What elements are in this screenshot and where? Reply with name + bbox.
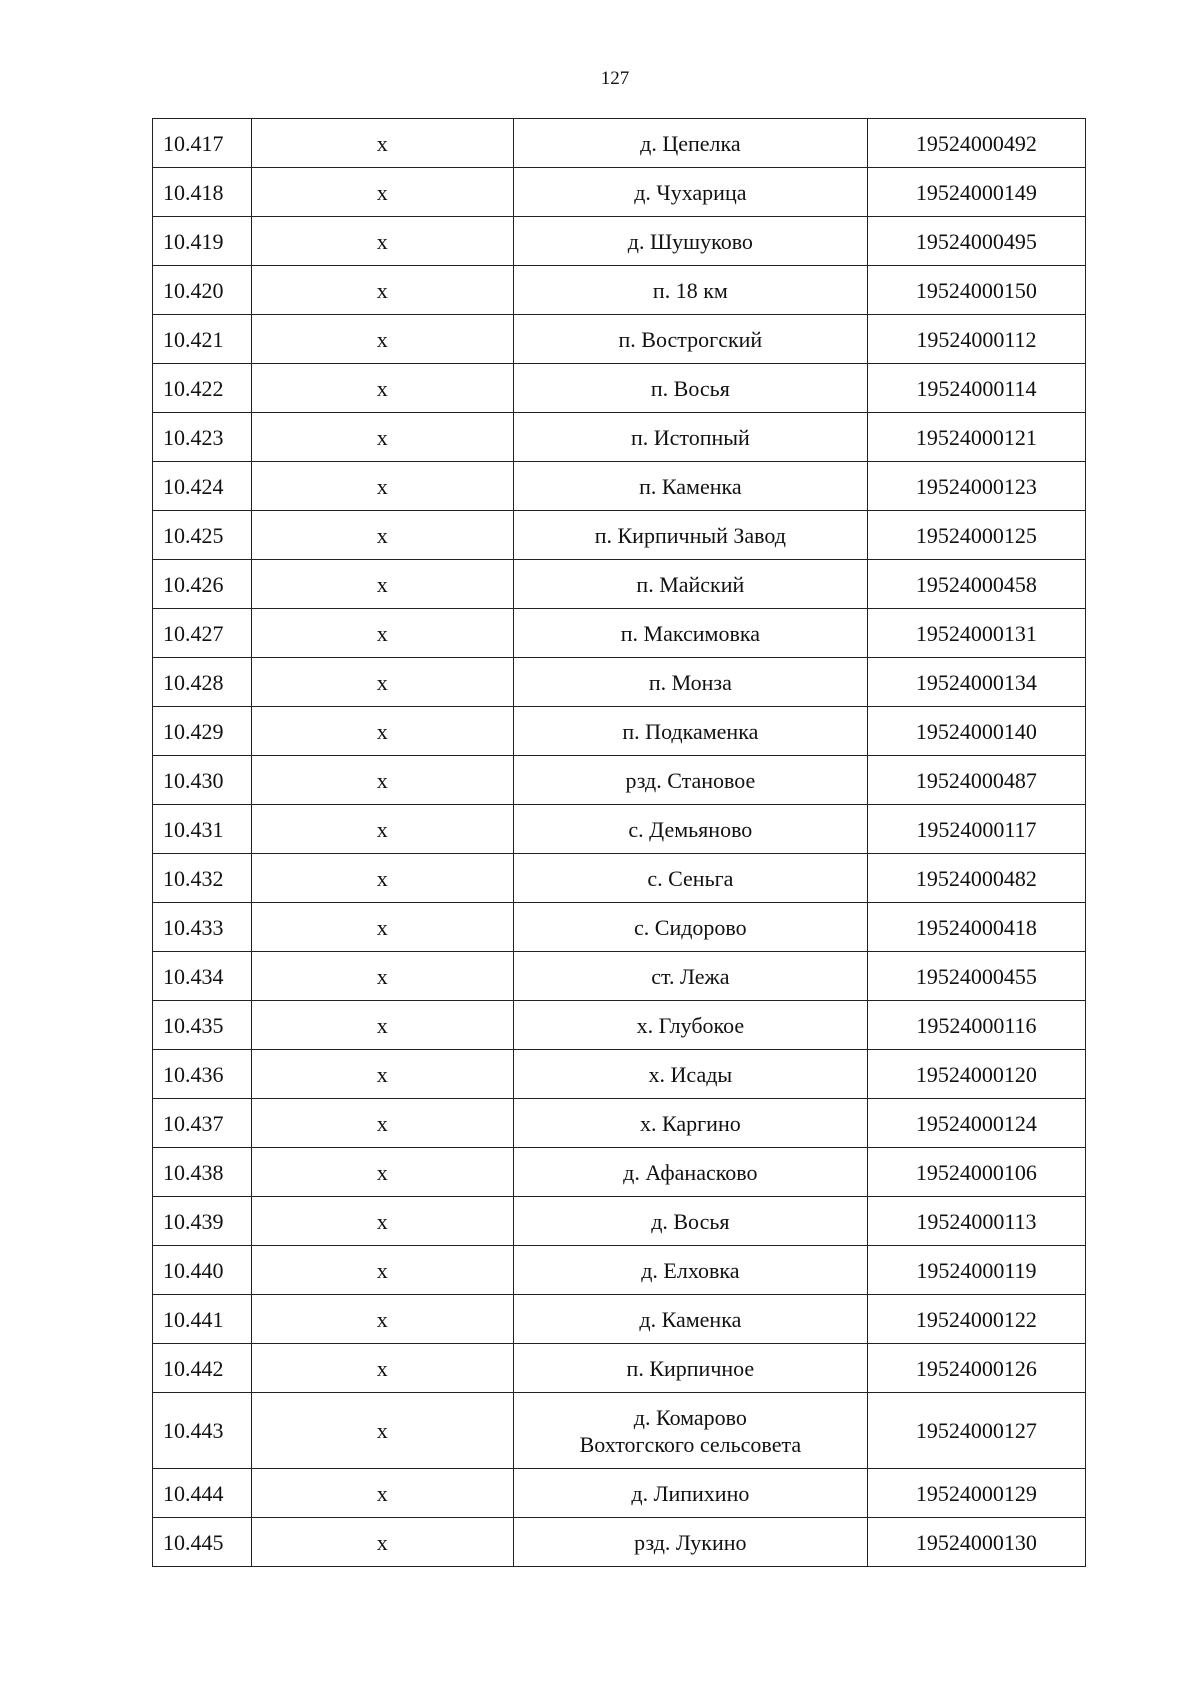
oktmo-code-cell: 19524000418 <box>867 903 1085 952</box>
settlement-name-cell <box>513 952 867 1001</box>
settlement-name-cell <box>513 1469 867 1518</box>
settlement-name-cell <box>513 1295 867 1344</box>
table-row <box>153 1099 1086 1148</box>
row-number-cell: 10.437 <box>153 1099 252 1148</box>
oktmo-code-cell: 19524000129 <box>867 1469 1085 1518</box>
row-number-cell: 10.436 <box>153 1050 252 1099</box>
oktmo-code-cell: 19524000121 <box>867 413 1085 462</box>
settlement-name-line: п. Кирпичный Завод <box>594 522 786 548</box>
settlement-name-line: п. Майский <box>636 571 745 597</box>
table-row <box>153 1050 1086 1099</box>
mark-cell: х <box>251 266 513 315</box>
mark-cell: х <box>251 1469 513 1518</box>
settlement-name-line: х. Глубокое <box>636 1012 745 1038</box>
settlement-name-line: рзд. Лукино <box>634 1529 747 1555</box>
row-number-cell: 10.429 <box>153 707 252 756</box>
mark-cell: х <box>251 364 513 413</box>
mark-cell: х <box>251 707 513 756</box>
settlement-name-cell <box>513 217 867 266</box>
table-row <box>153 756 1086 805</box>
mark-cell: х <box>251 119 513 168</box>
oktmo-code-cell: 19524000455 <box>867 952 1085 1001</box>
row-number-cell: 10.422 <box>153 364 252 413</box>
row-number-cell: 10.431 <box>153 805 252 854</box>
row-number-cell: 10.441 <box>153 1295 252 1344</box>
settlement-name-line: п. Кирпичное <box>626 1355 755 1381</box>
settlement-name-line: д. Восья <box>651 1208 730 1234</box>
settlement-name-cell <box>513 1518 867 1567</box>
settlement-name-line: д. Чухарица <box>634 179 747 205</box>
oktmo-code-cell: 19524000130 <box>867 1518 1085 1567</box>
mark-cell: х <box>251 1246 513 1295</box>
settlement-name-cell <box>513 609 867 658</box>
row-number-cell: 10.417 <box>153 119 252 168</box>
row-number-cell: 10.428 <box>153 658 252 707</box>
settlement-name-line: д. Шушуково <box>627 228 753 254</box>
mark-cell: х <box>251 560 513 609</box>
mark-cell: х <box>251 1295 513 1344</box>
row-number-cell: 10.425 <box>153 511 252 560</box>
table-row <box>153 168 1086 217</box>
oktmo-code-cell: 19524000140 <box>867 707 1085 756</box>
mark-cell: х <box>251 1344 513 1393</box>
row-number-cell: 10.435 <box>153 1001 252 1050</box>
settlement-name-cell <box>513 1148 867 1197</box>
oktmo-code-cell: 19524000113 <box>867 1197 1085 1246</box>
table-row <box>153 1001 1086 1050</box>
mark-cell: х <box>251 903 513 952</box>
oktmo-code-cell: 19524000119 <box>867 1246 1085 1295</box>
row-number-cell: 10.439 <box>153 1197 252 1246</box>
settlement-name-line: Вохтогского сельсовета <box>579 1431 802 1457</box>
settlement-name-line: д. Каменка <box>639 1306 742 1332</box>
settlement-name-cell <box>513 413 867 462</box>
oktmo-code-cell: 19524000134 <box>867 658 1085 707</box>
mark-cell: х <box>251 217 513 266</box>
settlement-name-line: п. Монза <box>648 669 732 695</box>
mark-cell: х <box>251 315 513 364</box>
row-number-cell: 10.433 <box>153 903 252 952</box>
oktmo-code-cell: 19524000458 <box>867 560 1085 609</box>
settlement-name-cell <box>513 1344 867 1393</box>
settlement-name-cell <box>513 1001 867 1050</box>
oktmo-code-cell: 19524000112 <box>867 315 1085 364</box>
table-row <box>153 413 1086 462</box>
settlement-name-cell <box>513 854 867 903</box>
oktmo-code-cell: 19524000124 <box>867 1099 1085 1148</box>
page-number: 127 <box>600 68 630 89</box>
mark-cell: х <box>251 1001 513 1050</box>
oktmo-code-cell: 19524000149 <box>867 168 1085 217</box>
oktmo-code-cell: 19524000482 <box>867 854 1085 903</box>
table-row <box>153 1246 1086 1295</box>
settlement-name-cell <box>513 168 867 217</box>
table-row <box>153 1295 1086 1344</box>
row-number-cell: 10.434 <box>153 952 252 1001</box>
mark-cell: х <box>251 1393 513 1469</box>
oktmo-code-cell: 19524000150 <box>867 266 1085 315</box>
settlement-name-line: п. Истопный <box>630 424 750 450</box>
settlement-name-cell <box>513 364 867 413</box>
settlement-name-line: с. Сеньга <box>647 865 734 891</box>
row-number-cell: 10.424 <box>153 462 252 511</box>
settlement-name-cell <box>513 315 867 364</box>
row-number-cell: 10.426 <box>153 560 252 609</box>
mark-cell: х <box>251 952 513 1001</box>
oktmo-code-cell: 19524000120 <box>867 1050 1085 1099</box>
table-row <box>153 658 1086 707</box>
settlement-name-cell <box>513 903 867 952</box>
row-number-cell: 10.438 <box>153 1148 252 1197</box>
mark-cell: х <box>251 462 513 511</box>
row-number-cell: 10.427 <box>153 609 252 658</box>
settlement-name-line: п. Подкаменка <box>622 718 759 744</box>
table-row <box>153 854 1086 903</box>
mark-cell: х <box>251 658 513 707</box>
oktmo-code-cell: 19524000117 <box>867 805 1085 854</box>
table-body <box>153 119 1086 1567</box>
row-number-cell: 10.418 <box>153 168 252 217</box>
settlement-name-cell <box>513 1050 867 1099</box>
settlement-name-cell <box>513 560 867 609</box>
table-row <box>153 952 1086 1001</box>
table-row <box>153 903 1086 952</box>
table-row <box>153 707 1086 756</box>
mark-cell: х <box>251 168 513 217</box>
table-row <box>153 119 1086 168</box>
table-row <box>153 805 1086 854</box>
settlement-name-line: рзд. Становое <box>625 767 756 793</box>
table-row <box>153 364 1086 413</box>
mark-cell: х <box>251 756 513 805</box>
settlement-name-line: п. Восья <box>650 375 730 401</box>
settlement-name-line: х. Каргино <box>640 1110 741 1136</box>
table-row <box>153 511 1086 560</box>
mark-cell: х <box>251 1148 513 1197</box>
table-row <box>153 266 1086 315</box>
settlement-name-line: х. Исады <box>648 1061 733 1087</box>
oktmo-code-cell: 19524000126 <box>867 1344 1085 1393</box>
table-row <box>153 315 1086 364</box>
settlement-name-cell <box>513 266 867 315</box>
table-row <box>153 1197 1086 1246</box>
settlement-name-line: п. Максимовка <box>620 620 760 646</box>
table-row <box>153 1469 1086 1518</box>
settlement-name-line: д. Липихино <box>631 1480 750 1506</box>
table-row <box>153 1344 1086 1393</box>
settlements-table <box>152 118 1086 1567</box>
row-number-cell: 10.421 <box>153 315 252 364</box>
oktmo-code-cell: 19524000495 <box>867 217 1085 266</box>
oktmo-code-cell: 19524000127 <box>867 1393 1085 1469</box>
settlement-name-cell <box>513 707 867 756</box>
settlement-name-cell <box>513 1393 867 1469</box>
row-number-cell: 10.445 <box>153 1518 252 1567</box>
table-row <box>153 1148 1086 1197</box>
mark-cell: х <box>251 1050 513 1099</box>
settlement-name-line: п. Каменка <box>639 473 742 499</box>
oktmo-code-cell: 19524000131 <box>867 609 1085 658</box>
oktmo-code-cell: 19524000487 <box>867 756 1085 805</box>
settlement-name-line: д. Афанасково <box>623 1159 758 1185</box>
oktmo-code-cell: 19524000492 <box>867 119 1085 168</box>
settlement-name-cell <box>513 1099 867 1148</box>
settlement-name-line: д. Комарово <box>633 1404 747 1430</box>
oktmo-code-cell: 19524000106 <box>867 1148 1085 1197</box>
mark-cell: х <box>251 609 513 658</box>
settlement-name-cell <box>513 462 867 511</box>
settlement-name-cell <box>513 805 867 854</box>
table-row <box>153 560 1086 609</box>
settlement-name-line: д. Елховка <box>641 1257 740 1283</box>
mark-cell: х <box>251 1197 513 1246</box>
oktmo-code-cell: 19524000123 <box>867 462 1085 511</box>
mark-cell: х <box>251 511 513 560</box>
table-row <box>153 1393 1086 1469</box>
mark-cell: х <box>251 854 513 903</box>
mark-cell: х <box>251 1518 513 1567</box>
oktmo-code-cell: 19524000116 <box>867 1001 1085 1050</box>
settlement-name-line: с. Сидорово <box>634 914 747 940</box>
table-row <box>153 217 1086 266</box>
settlement-name-cell <box>513 119 867 168</box>
row-number-cell: 10.419 <box>153 217 252 266</box>
settlement-name-line: д. Цепелка <box>640 130 741 156</box>
row-number-cell: 10.440 <box>153 1246 252 1295</box>
settlement-name-line: п. Вострогский <box>618 326 763 352</box>
mark-cell: х <box>251 413 513 462</box>
row-number-cell: 10.444 <box>153 1469 252 1518</box>
table-row <box>153 609 1086 658</box>
settlement-name-line: с. Демьяново <box>628 816 753 842</box>
row-number-cell: 10.432 <box>153 854 252 903</box>
settlement-name-cell <box>513 1246 867 1295</box>
row-number-cell: 10.430 <box>153 756 252 805</box>
row-number-cell: 10.442 <box>153 1344 252 1393</box>
settlement-name-cell <box>513 658 867 707</box>
settlement-name-cell <box>513 511 867 560</box>
settlement-name-cell <box>513 1197 867 1246</box>
table-row <box>153 1518 1086 1567</box>
row-number-cell: 10.443 <box>153 1393 252 1469</box>
mark-cell: х <box>251 805 513 854</box>
oktmo-code-cell: 19524000122 <box>867 1295 1085 1344</box>
row-number-cell: 10.420 <box>153 266 252 315</box>
oktmo-code-cell: 19524000114 <box>867 364 1085 413</box>
oktmo-code-cell: 19524000125 <box>867 511 1085 560</box>
row-number-cell: 10.423 <box>153 413 252 462</box>
table-row <box>153 462 1086 511</box>
settlement-name-cell <box>513 756 867 805</box>
mark-cell: х <box>251 1099 513 1148</box>
settlement-name-line: п. 18 км <box>652 277 728 303</box>
settlement-name-line: ст. Лежа <box>651 963 730 989</box>
